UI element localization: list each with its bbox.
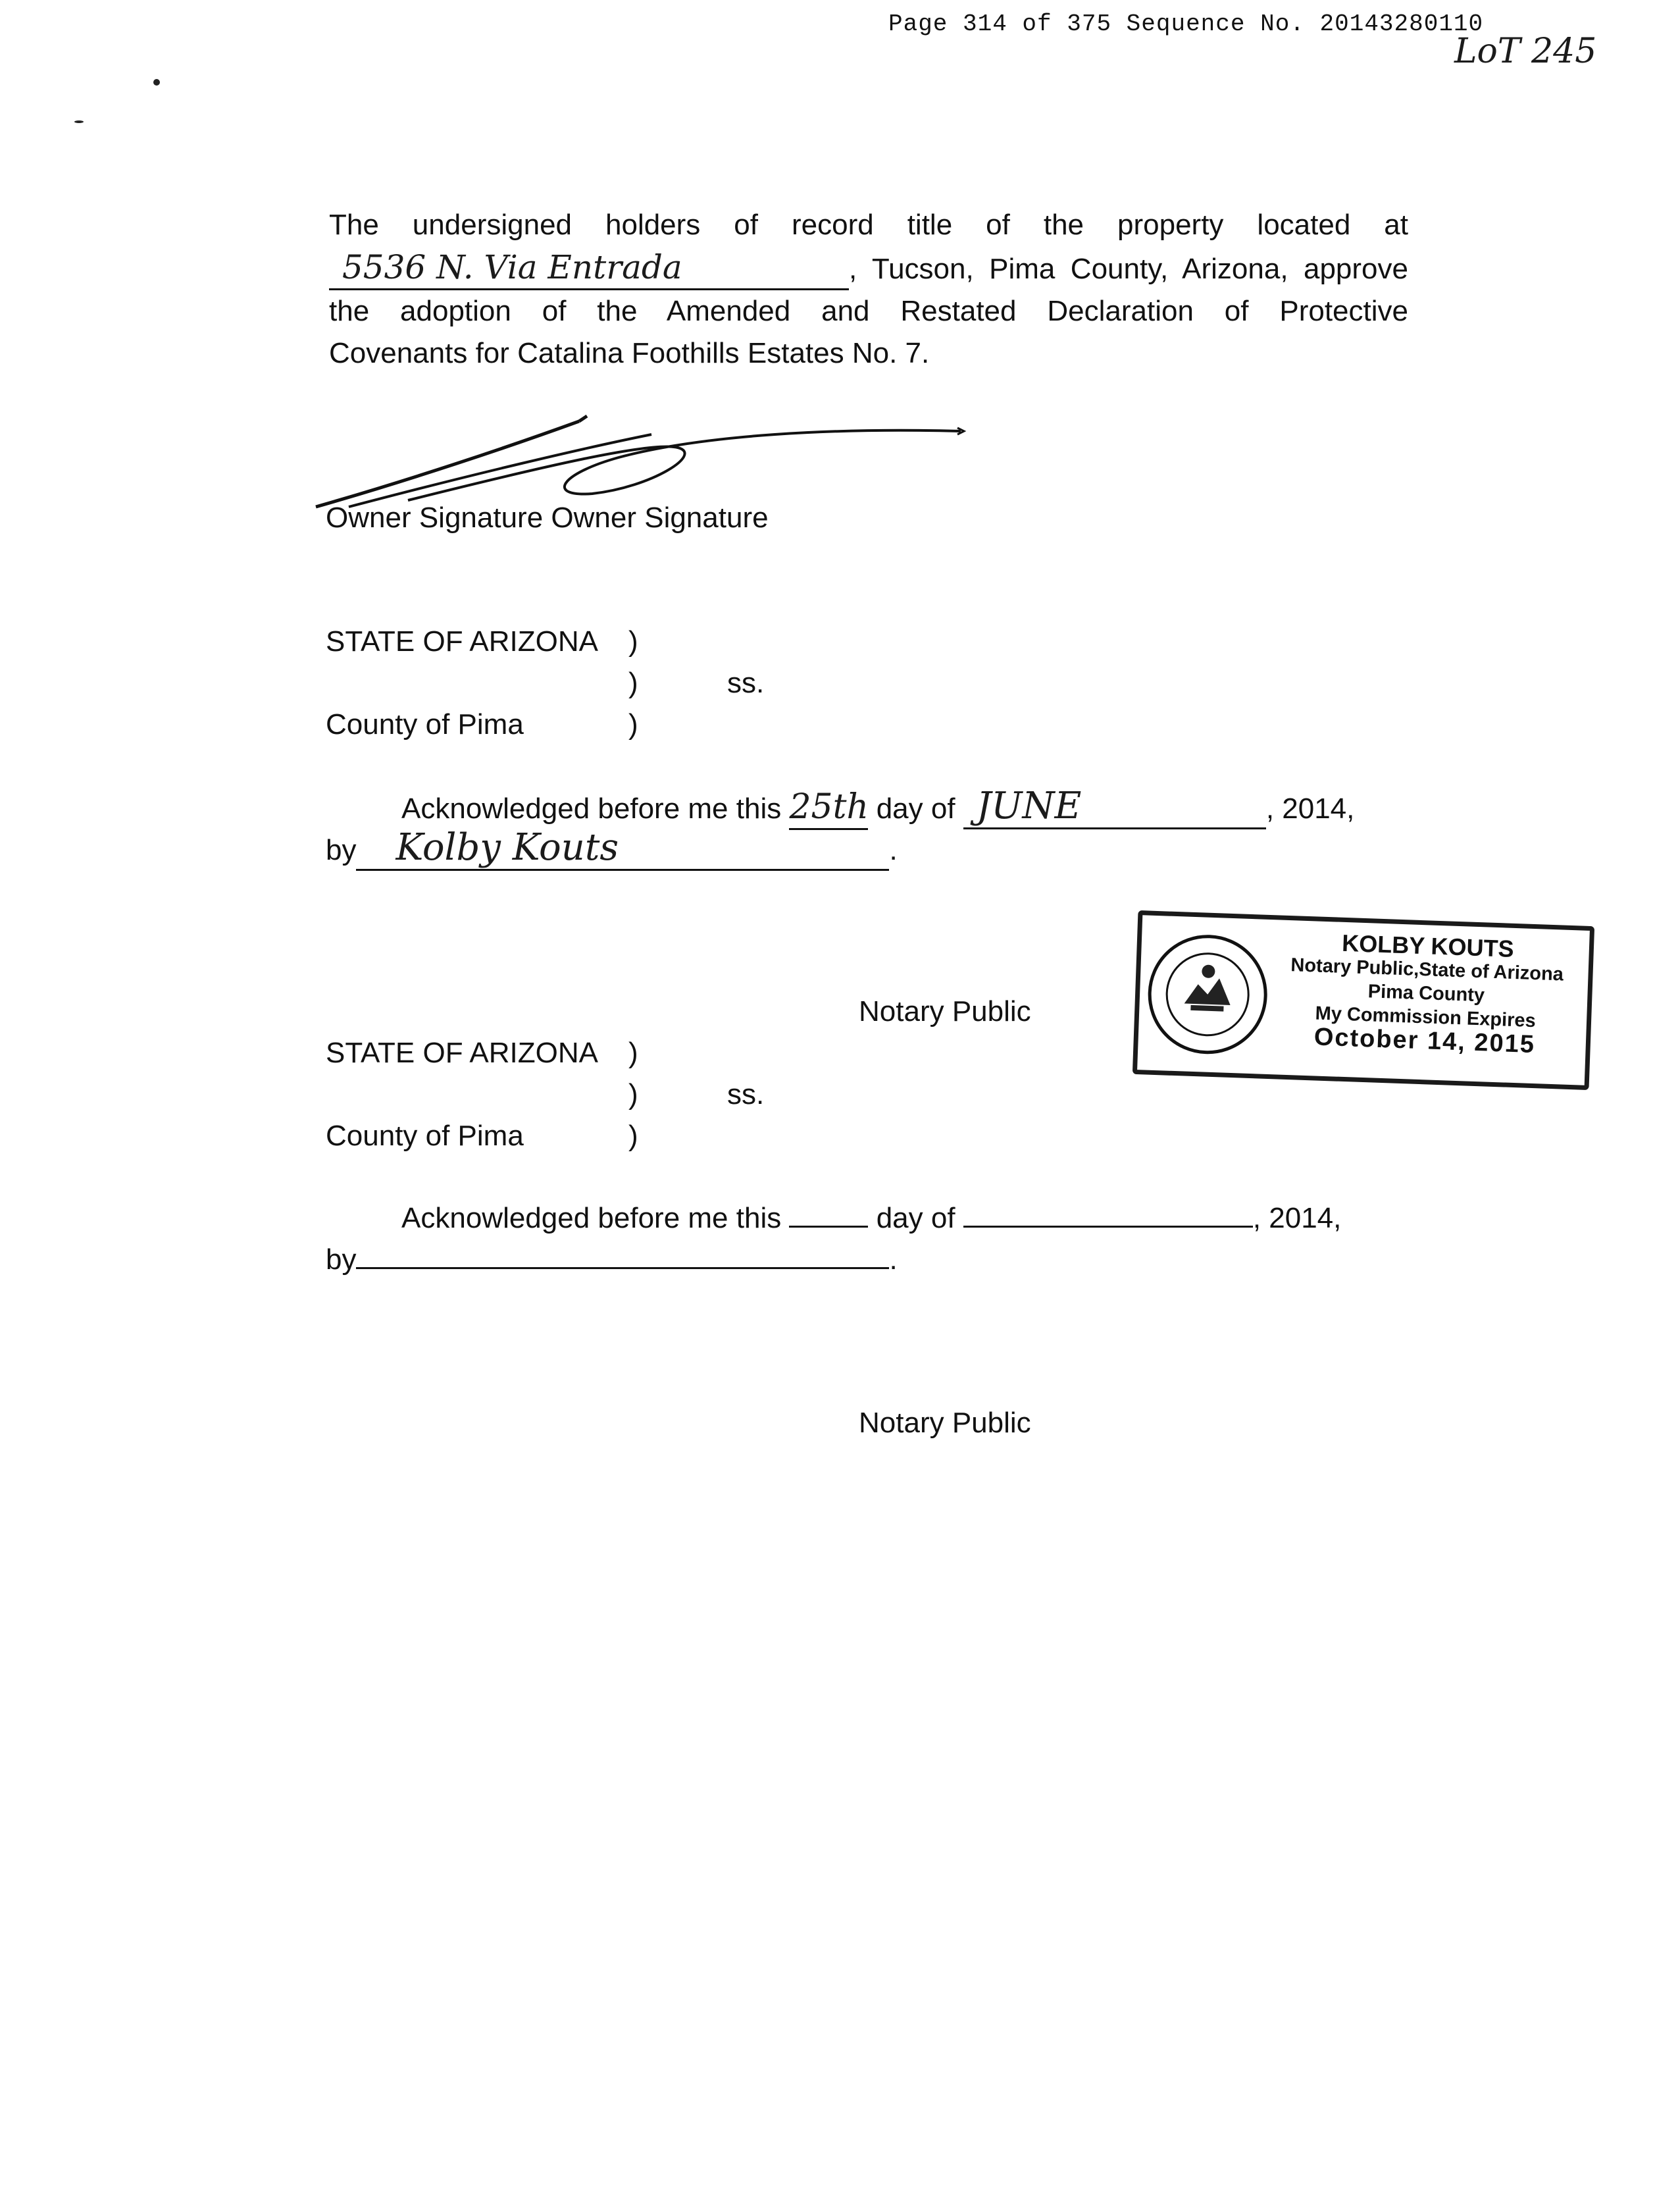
approval-line-4: Covenants for Catalina Foothills Estates No. 7. [329,337,930,369]
notary2-day-field [789,1197,868,1228]
notary1-paren-1: ) [628,625,638,658]
owner-signature-label: Owner Signature Owner Signature [326,502,769,534]
notary1-day-field: 25th [789,786,868,830]
notary2-paren-1: ) [628,1037,638,1069]
approval-line-1: The undersigned holders of record title of the property located at [329,209,1408,241]
notary2-by: by [326,1243,357,1276]
notary2-county: County of Pima [326,1120,524,1152]
notary2-day-of: day of [876,1202,955,1234]
stamp-expiration-date: October 14, 2015 [1313,1023,1536,1059]
stamp-county: Pima County [1367,981,1485,1006]
notary1-year: , 2014, [1265,793,1355,825]
notary1-county: County of Pima [326,708,524,741]
notary2-year: , 2014, [1252,1202,1342,1234]
approval-line-3: the adoption of the Amended and Restated Declaration of Protective [329,295,1408,327]
notary2-state: STATE OF ARIZONA [326,1037,598,1069]
notary1-state: STATE OF ARIZONA [326,625,598,658]
notary1-acknowledgment-line [401,785,1354,830]
page-sequence-header: Page 314 of 375 Sequence No. 20143280110 [888,11,1484,38]
notary1-day-of: day of [876,793,955,825]
property-address-field: 5536 N. Via Entrada [329,246,849,290]
handwritten-lot-number: LoT 245 [1454,32,1597,71]
notary1-by-line [326,827,898,872]
notary1-by: by [326,834,357,866]
notary1-name-field: Kolby Kouts [356,827,889,871]
notary2-month-field [963,1197,1253,1228]
scan-speck [74,120,84,123]
notary2-acknowledgment-line [401,1197,1341,1239]
stamp-notary-name: KOLBY KOUTS [1341,929,1515,962]
notary2-paren-3: ) [628,1120,638,1152]
notary2-ack-prefix: Acknowledged before me this [401,1202,782,1234]
approval-line-2 [329,246,1408,290]
notary2-name-field [356,1238,889,1269]
stamp-commission-label: My Commission Expires [1315,1003,1537,1032]
notary2-by-line [326,1238,898,1281]
arizona-state-seal-icon [1143,929,1273,1059]
notary1-ack-prefix: Acknowledged before me this [401,793,782,825]
stamp-notary-title: Notary Public,State of Arizona [1290,954,1564,985]
notary1-paren-3: ) [628,708,638,741]
approval-line-2-rest: , Tucson, Pima County, Arizona, approve [849,253,1408,285]
notary2-ss: ss. [727,1078,765,1110]
notary2-period: . [889,1243,898,1276]
notary2-public-label: Notary Public [859,1407,1031,1439]
notary1-ss: ss. [727,667,765,699]
approval-paragraph [329,204,1408,375]
notary1-month-field: JUNE [963,785,1266,829]
scan-speck [153,79,160,86]
notary1-paren-2: ) [628,667,638,699]
notary1-public-label: Notary Public [859,995,1031,1028]
notary-stamp [1133,910,1594,1090]
stamp-text-block [1269,929,1583,1058]
notary2-paren-2: ) [628,1078,638,1110]
notary1-period: . [889,834,898,866]
